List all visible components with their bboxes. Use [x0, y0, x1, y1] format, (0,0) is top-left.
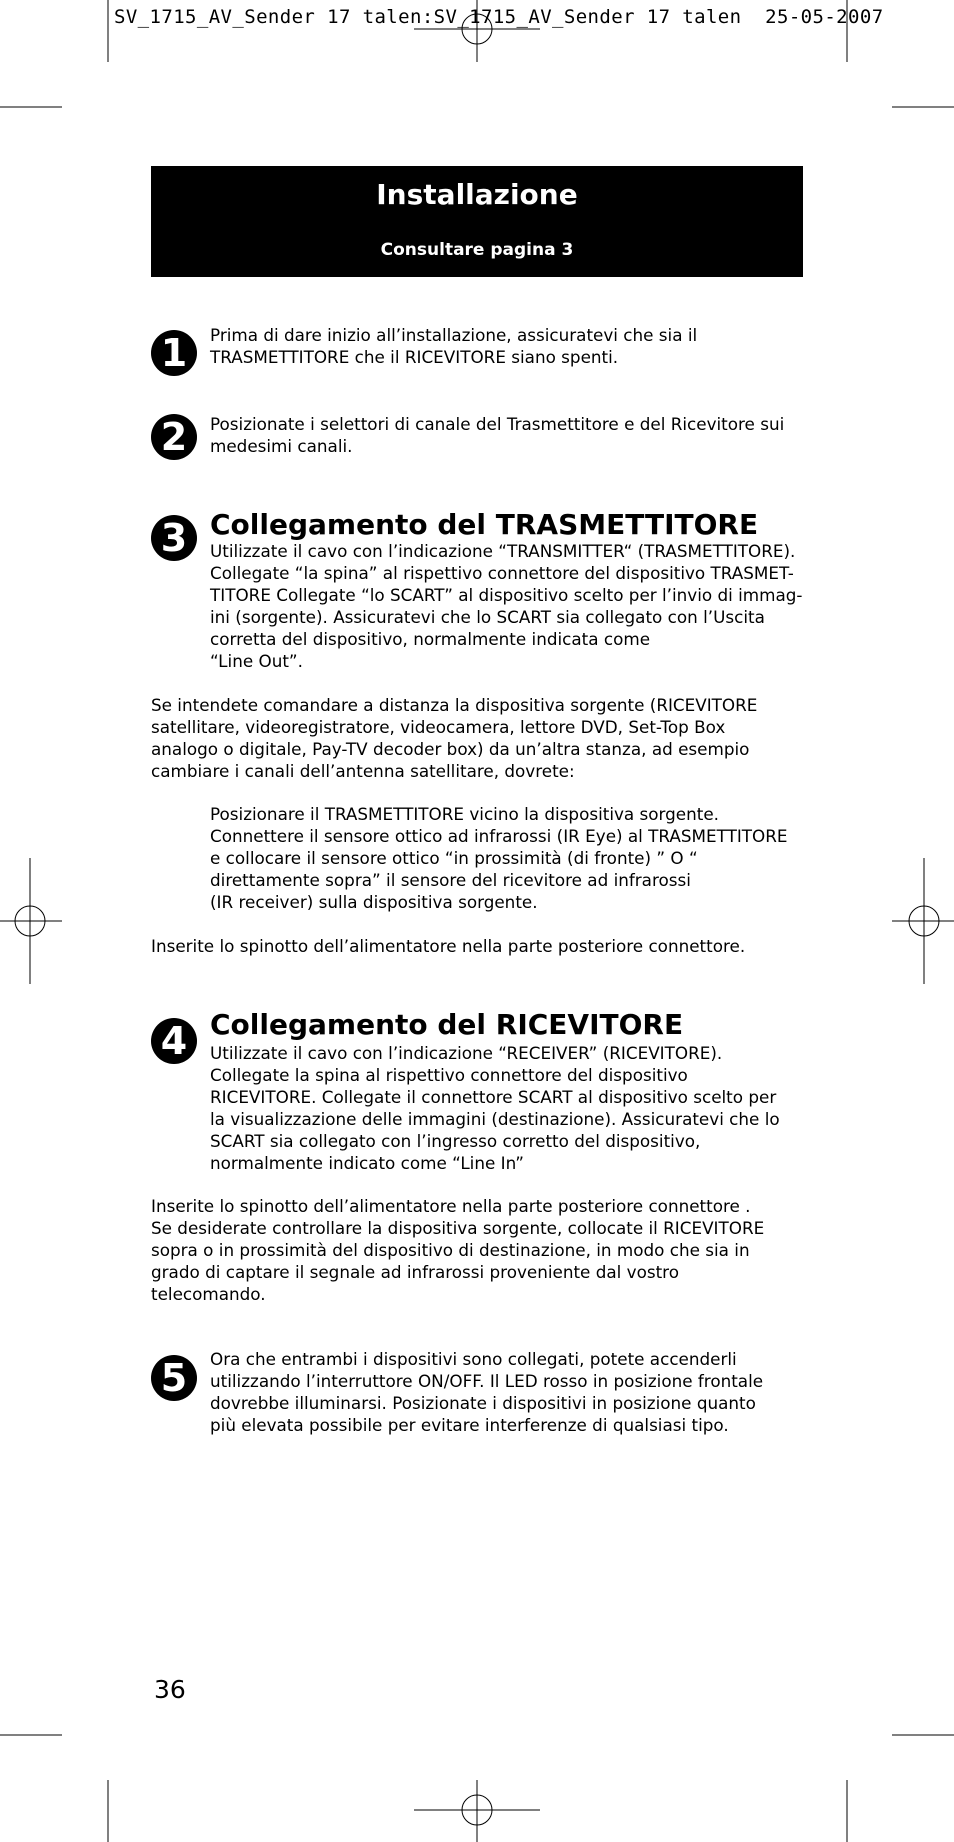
step-3-indented-paragraph: Posizionare il TRASMETTITORE vicino la dispositiva sorgente. Connettere il sensore ottico ad infrarossi (IR Eye) al TRASMETTITORE e collocare il sensore ottico “in prossimità (di fronte) ” O “ direttamente sopra” il sensore del ricevitore ad infrarossi (IR receiver) sulla dispositiva sorgente. — [210, 804, 788, 912]
step-number-3: 3 — [151, 515, 197, 561]
registration-mark-right — [892, 858, 954, 984]
registration-mark-left — [0, 858, 62, 984]
step-1-text: Prima di dare inizio all’installazione, assicuratevi che sia il TRASMETTITORE che il RICEVITORE siano spenti. — [210, 325, 698, 367]
page-number: 36 — [154, 1675, 186, 1704]
registration-mark-bottom — [414, 1780, 540, 1842]
step-3-heading: Collegamento del TRASMETTITORE — [210, 508, 759, 541]
step-3-power-note: Inserite lo spinotto dell’alimentatore nella parte posteriore connettore. — [151, 936, 746, 956]
step-number-1: 1 — [151, 330, 197, 376]
step-5-text: Ora che entrambi i dispositivi sono collegati, potete accenderli utilizzando l’interruttore ON/OFF. Il LED rosso in posizione frontale dovrebbe illuminarsi. Posizionate i dispositivi in posizione quanto più elevata possibile per evitare interferenze di qualsiasi tipo. — [210, 1349, 764, 1435]
step-number-5: 5 — [151, 1355, 197, 1401]
step-3-text: Utilizzate il cavo con l’indicazione “TRANSMITTER“ (TRASMETTITORE). Collegate “la spina” al rispettivo connettore del dispositivo TRASMET- TITORE Collegate “lo SCART” al dispositivo scelto per l’invio di immag- ini (sorgente). Assicuratevi che lo SCART sia collegato con l’Uscita corretta del dispositivo, normalmente indicata come “Line Out”. — [210, 541, 803, 671]
step-3-paragraph: Se intendete comandare a distanza la dispositiva sorgente (RICEVITORE satellitare, videoregistratore, videocamera, lettore DVD, Set-Top Box analogo o digitale, Pay-TV decoder box) da un’altra stanza, ad esempio cambiare i canali dell’antenna satellitare, dovrete: — [151, 695, 758, 781]
step-4-paragraph: Inserite lo spinotto dell’alimentatore nella parte posteriore connettore . Se desiderate controllare la dispositiva sorgente, collocate il RICEVITORE sopra o in prossimità del dispositivo di destinazione, in modo che sia in grado di captare il segnale ad infrarossi proveniente dal vostro telecomando. — [151, 1196, 765, 1304]
page-subtitle: Consultare pagina 3 — [380, 240, 574, 260]
section-header — [151, 166, 803, 277]
step-4-text: Utilizzate il cavo con l’indicazione “RECEIVER” (RICEVITORE). Collegate la spina al rispettivo connettore del dispositivo RICEVITORE. Collegate il connettore SCART al dispositivo scelto per la visualizzazione delle immagini (destinazione). Assicuratevi che lo SCART sia collegato con l’ingresso corretto del dispositivo, normalmente indicato come “Line In” — [210, 1043, 780, 1173]
page-title: Installazione — [376, 178, 578, 211]
step-number-4: 4 — [151, 1018, 197, 1064]
print-slug-line: SV_1715_AV_Sender 17 talen:SV_1715_AV_Sender 17 talen 25-05-2007 — [114, 6, 884, 28]
step-4-heading: Collegamento del RICEVITORE — [210, 1008, 684, 1041]
step-number-2: 2 — [151, 414, 197, 460]
step-2-text: Posizionate i selettori di canale del Trasmettitore e del Ricevitore sui medesimi canali. — [210, 414, 785, 456]
